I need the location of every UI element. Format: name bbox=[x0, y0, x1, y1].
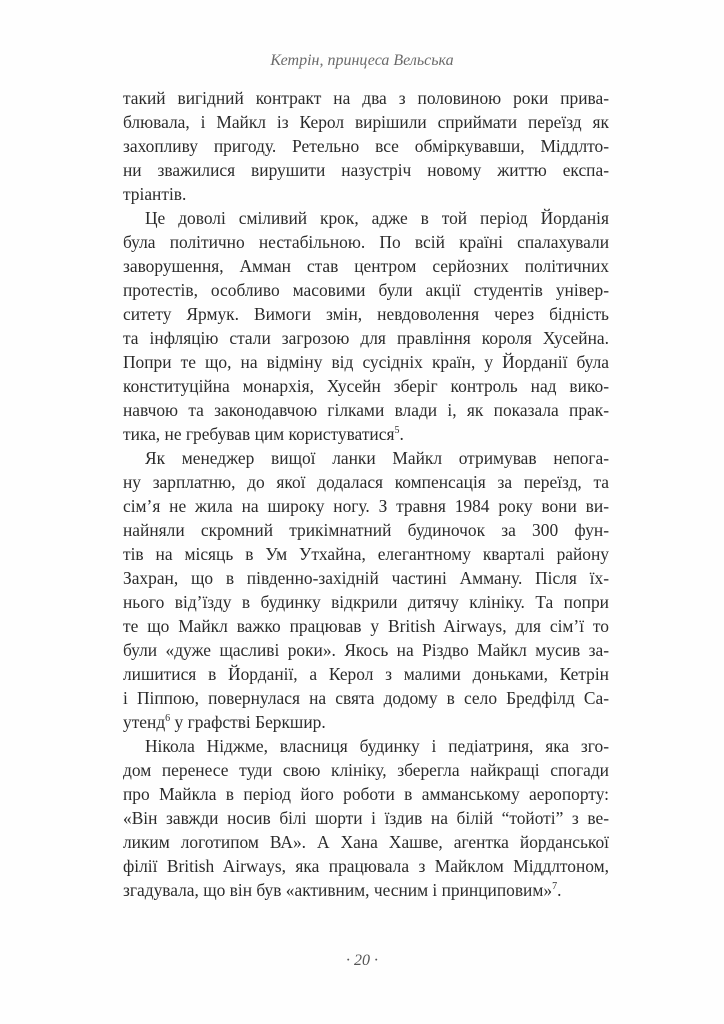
line-text: у графстві Беркшир. bbox=[170, 712, 326, 732]
text-line: про Майкла в період його роботи в амманському аеропорту: bbox=[123, 784, 609, 804]
footnote-ref: 6 bbox=[165, 713, 171, 724]
text-line: Попри те що, на відміну від сусідніх країн, у Йорданії була bbox=[123, 352, 609, 372]
text-line: заворушення, Амман став центром серйозних політичних bbox=[123, 256, 609, 276]
text-line bbox=[123, 878, 609, 902]
text-line: те що Майкл важко працював у British Airways, для сім’ї то bbox=[123, 616, 609, 636]
text-line: блювала, і Майкл із Керол вирішили сприймати переїзд як bbox=[123, 112, 609, 132]
text-line: навчою та законодавчою гілками влади і, як показала прак- bbox=[123, 400, 609, 420]
text-line: тів на місяць в Ум Утхайна, елегантному кварталі району bbox=[123, 544, 609, 564]
page-number: · 20 · bbox=[346, 952, 378, 969]
text-line: були «дуже щасливі роки». Якось на Різдво Майкл мусив за- bbox=[123, 640, 609, 660]
paragraph bbox=[123, 86, 609, 206]
text-line: Нікола Ніджме, власниця будинку і педіатриня, яка зго- bbox=[145, 736, 609, 756]
text-line: лишитися в Йорданії, а Керол з малими доньками, Кетрін bbox=[123, 664, 609, 684]
line-text: тика, не гребував цим користуватися bbox=[123, 424, 395, 444]
line-text: . bbox=[399, 424, 404, 444]
text-line: Захран, що в південно-західній частині Амману. Після їх- bbox=[123, 568, 609, 588]
text-line: захопливу пригоду. Ретельно все обміркувавши, Міддлто- bbox=[123, 136, 609, 156]
text-line: протестів, особливо масовими були акції студентів універ- bbox=[123, 280, 609, 300]
footnote-ref: 7 bbox=[552, 881, 558, 892]
footnote-ref: 5 bbox=[394, 425, 400, 436]
text-line: та інфляцію стали загрозою для правління короля Хусейна. bbox=[123, 328, 609, 348]
text-line: філії British Airways, яка працювала з Майклом Міддлтоном, bbox=[123, 856, 609, 876]
paragraph bbox=[123, 206, 609, 446]
line-text: . bbox=[557, 880, 562, 900]
line-text: згадувала, що він був «активним, чесним і принциповим» bbox=[123, 880, 553, 900]
text-line: тріантів. bbox=[123, 184, 187, 204]
text-line: Як менеджер вищої ланки Майкл отримував непога- bbox=[145, 448, 609, 468]
text-line: ну зарплатню, до якої додалася компенсація за переїзд, та bbox=[123, 472, 609, 492]
text-line: була політично нестабільною. По всій країні спалахували bbox=[123, 232, 609, 252]
body-text bbox=[123, 86, 609, 902]
text-line: найняли скромний трикімнатний будиночок за 300 фун- bbox=[123, 520, 609, 540]
paragraph bbox=[123, 734, 609, 902]
text-line: і Піппою, повернулася на свята додому в село Бредфілд Са- bbox=[123, 688, 609, 708]
text-line: сім’я не жила на широку ногу. З травня 1984 року вони ви- bbox=[123, 496, 609, 516]
text-line: такий вигідний контракт на два з половиною роки прива- bbox=[123, 88, 609, 108]
paragraph bbox=[123, 446, 609, 734]
text-line: ни зважилися вирушити назустріч новому життю експа- bbox=[123, 160, 609, 180]
text-line: ситету Ярмук. Вимоги змін, невдоволення через бідність bbox=[123, 304, 609, 324]
text-line bbox=[123, 422, 609, 446]
text-line: нього від’їзду в будинку відкрили дитячу клініку. Та попри bbox=[123, 592, 609, 612]
text-line: «Він завжди носив білі шорти і їздив на білій “тойоті” з ве- bbox=[123, 808, 609, 828]
text-line: ликим логотипом ВА». А Хана Хашве, агентка йорданської bbox=[123, 832, 609, 852]
text-line bbox=[123, 710, 609, 734]
running-header: Кетрін, принцеса Вельська bbox=[270, 52, 454, 69]
text-line: Це доволі сміливий крок, адже в той період Йорданія bbox=[145, 208, 609, 228]
text-line: дом перенесе туди свою клініку, зберегла найкращі спогади bbox=[123, 760, 609, 780]
text-line: конституційна монархія, Хусейн зберіг контроль над вико- bbox=[123, 376, 609, 396]
line-text: утенд bbox=[123, 712, 166, 732]
